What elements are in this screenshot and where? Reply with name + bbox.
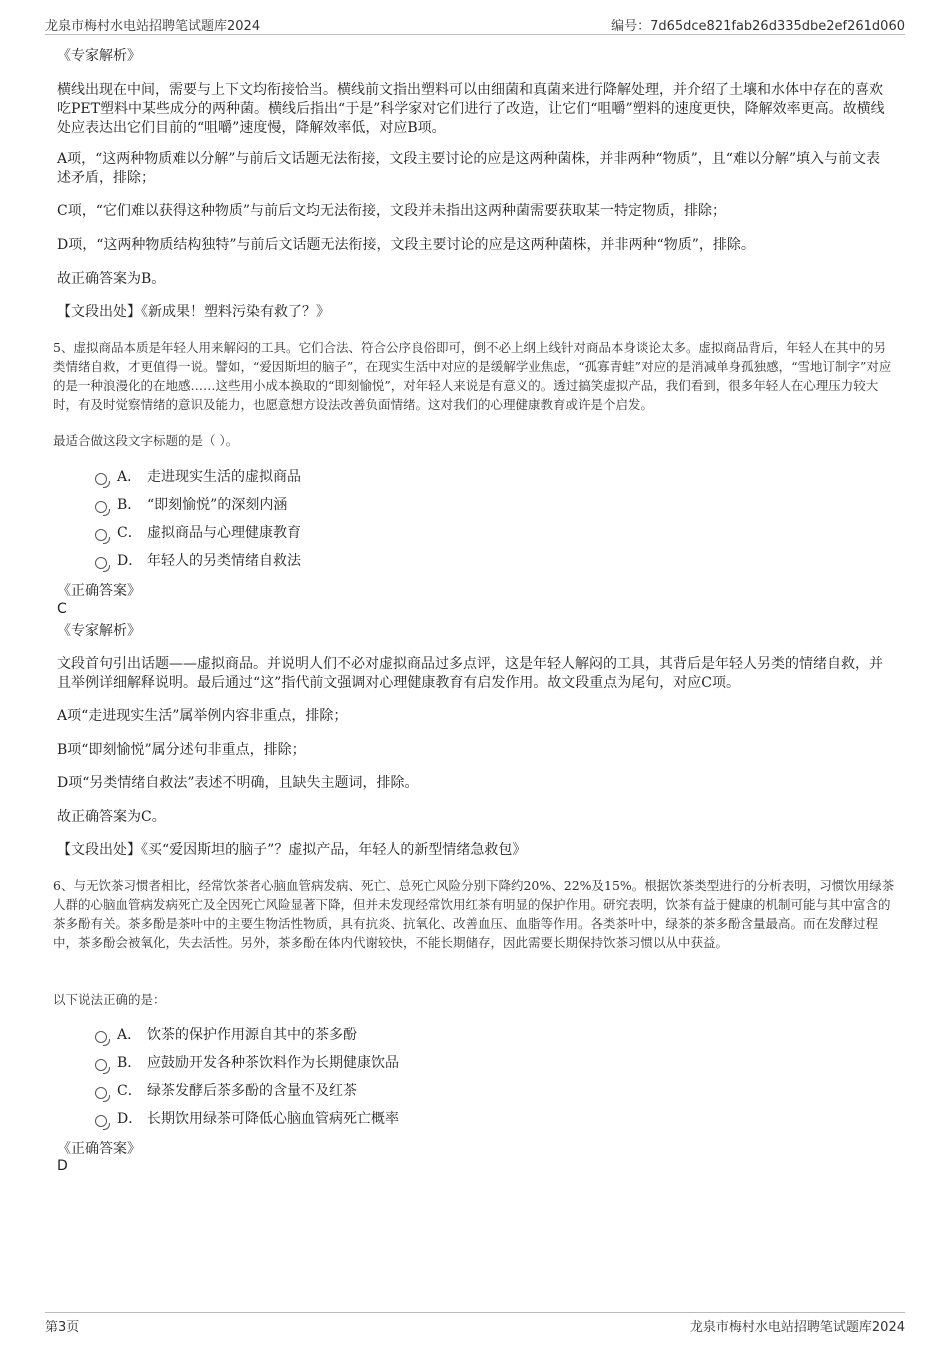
q5-option-c[interactable] <box>95 523 301 543</box>
q5-source: 【文段出处】《买“爱因斯坦的脑子”？虚拟产品，年轻人的新型情绪急救包》 <box>57 842 527 858</box>
q5-option-b[interactable] <box>95 495 287 515</box>
q6-prompt: 以下说法正确的是： <box>53 992 166 1007</box>
q5-stem: 5、虚拟商品本质是年轻人用来解闷的工具。它们合法、符合公序良俗即可，倒不必上纲上线针对商品本身谈论太多。虚拟商品背后，年轻人在其中的另类情绪自救，才更值得一说。譬如，“爱因斯坦的脑子”，在现实生活中对应的是缓解学业焦虑，“孤寡青蛙”对应的是消减单身孤独感，“雪地订制字”对应的是一种浪漫化的在地感……这些用小成本换取的“即刻愉悦”，对年轻人来说是有意义的。透过搞笑虚拟产品，我们看到，很多年轻人在心理压力较大时，有及时觉察情绪的意识及能力，也愿意想方设法改善负面情绪。这对我们的心理健康教育或许是个启发。 <box>53 340 892 412</box>
q5-option-d-analysis: D项“另类情绪自救法”表述不明确，且缺失主题词，排除。 <box>57 775 419 791</box>
option-text: 虚拟商品与心理健康教育 <box>147 525 301 541</box>
option-text: 长期饮用绿茶可降低心脑血管病死亡概率 <box>147 1111 399 1127</box>
q5-answer-label: 《正确答案》 <box>57 583 141 599</box>
option-text: 应鼓励开发各种茶饮料作为长期健康饮品 <box>147 1055 399 1071</box>
option-letter: A． <box>117 1027 142 1043</box>
q6-answer: D <box>57 1158 68 1174</box>
q5-analysis-paragraph: 文段首句引出话题——虚拟商品。并说明人们不必对虚拟商品过多点评，这是年轻人解闷的工具，其背后是年轻人另类的情绪自救，并且举例详细解释说明。最后通过“这”指代前文强调对心理健康教育有启发作用。故文段重点为尾句，对应C项。 <box>57 656 883 691</box>
q4-option-a-analysis: A项，“这两种物质难以分解”与前后文话题无法衔接，文段主要讨论的应是这两种菌株，并非两种“物质”，且“难以分解”填入与前文表述矛盾，排除； <box>57 151 881 186</box>
q4-option-d-analysis: D项，“这两种物质结构独特”与前后文话题无法衔接，文段主要讨论的应是这两种菌株，并非两种“物质”，排除。 <box>57 237 755 253</box>
radio-icon[interactable] <box>95 557 107 569</box>
q5-option-a[interactable] <box>95 467 301 487</box>
option-text: 饮茶的保护作用源自其中的茶多酚 <box>147 1027 357 1043</box>
q4-option-c-analysis: C项，“它们难以获得这种物质”与前后文均无法衔接，文段并未指出这两种菌需要获取某一特定物质，排除； <box>57 203 727 219</box>
page-footer <box>45 1312 905 1335</box>
q4-analysis-label: 《专家解析》 <box>57 48 141 64</box>
q5-analysis-label: 《专家解析》 <box>57 623 141 639</box>
document-code: 编号：7d65dce821fab26d335dbe2ef261d060 <box>611 19 905 34</box>
option-letter: D． <box>117 1111 143 1127</box>
q6-stem: 6、与无饮茶习惯者相比，经常饮茶者心脑血管病发病、死亡、总死亡风险分别下降约20%、22%及15%。根据饮茶类型进行的分析表明，习惯饮用绿茶人群的心脑血管病发病死亡及全因死亡风险显著下降，但并未发现经常饮用红茶有明显的保护作用。研究表明，饮茶有益于健康的机制可能与其中富含的茶多酚有关。茶多酚是茶叶中的主要生物活性物质，具有抗炎、抗氧化、改善血压、血脂等作用。各类茶叶中，绿茶的茶多酚含量最高。而在发酵过程中，茶多酚会被氧化，失去活性。另外，茶多酚在体内代谢较快，不能长期储存，因此需要长期保持饮茶习惯以从中获益。 <box>53 878 895 950</box>
option-letter: B． <box>117 1055 142 1071</box>
radio-icon[interactable] <box>95 1115 107 1127</box>
q4-source: 【文段出处】《新成果！塑料污染有救了？》 <box>57 304 330 320</box>
q4-conclusion: 故正确答案为B。 <box>57 271 166 287</box>
footer-title: 龙泉市梅村水电站招聘笔试题库2024 <box>689 1320 905 1335</box>
radio-icon[interactable] <box>95 473 107 485</box>
header-title: 龙泉市梅村水电站招聘笔试题库2024 <box>45 19 261 34</box>
radio-icon[interactable] <box>95 1059 107 1071</box>
q6-option-a[interactable] <box>95 1025 357 1045</box>
option-letter: A． <box>117 469 142 485</box>
q5-option-b-analysis: B项“即刻愉悦”属分述句非重点，排除； <box>57 742 306 758</box>
option-letter: C． <box>117 1083 142 1099</box>
option-letter: B． <box>117 497 142 513</box>
radio-icon[interactable] <box>95 1031 107 1043</box>
page-number: 第3页 <box>45 1320 80 1335</box>
q6-option-b[interactable] <box>95 1053 399 1073</box>
q5-option-a-analysis: A项“走进现实生活”属举例内容非重点，排除； <box>57 708 348 724</box>
option-text: “即刻愉悦”的深刻内涵 <box>147 497 288 513</box>
q6-option-c[interactable] <box>95 1081 357 1101</box>
option-text: 绿茶发酵后茶多酚的含量不及红茶 <box>147 1083 357 1099</box>
q6-answer-label: 《正确答案》 <box>57 1141 141 1157</box>
q5-answer: C <box>57 601 67 617</box>
q5-conclusion: 故正确答案为C。 <box>57 809 166 825</box>
option-text: 年轻人的另类情绪自救法 <box>147 553 301 569</box>
option-letter: C． <box>117 525 142 541</box>
q5-option-d[interactable] <box>95 551 301 571</box>
option-letter: D． <box>117 553 143 569</box>
radio-icon[interactable] <box>95 1087 107 1099</box>
q5-prompt: 最适合做这段文字标题的是（ ）。 <box>53 433 239 448</box>
q4-analysis-paragraph: 横线出现在中间，需要与上下文均衔接恰当。横线前文指出塑料可以由细菌和真菌来进行降解处理，并介绍了土壤和水体中存在的喜欢吃PET塑料中某些成分的两种菌。横线后指出“于是”科学家对它们进行了改造，让它们“咀嚼”塑料的速度更快，降解效率更高。故横线处应表达出它们目前的“咀嚼”速度慢，降解效率低，对应B项。 <box>57 82 885 136</box>
option-text: 走进现实生活的虚拟商品 <box>147 469 301 485</box>
radio-icon[interactable] <box>95 501 107 513</box>
q6-option-d[interactable] <box>95 1109 399 1129</box>
radio-icon[interactable] <box>95 529 107 541</box>
page-header <box>45 14 905 35</box>
